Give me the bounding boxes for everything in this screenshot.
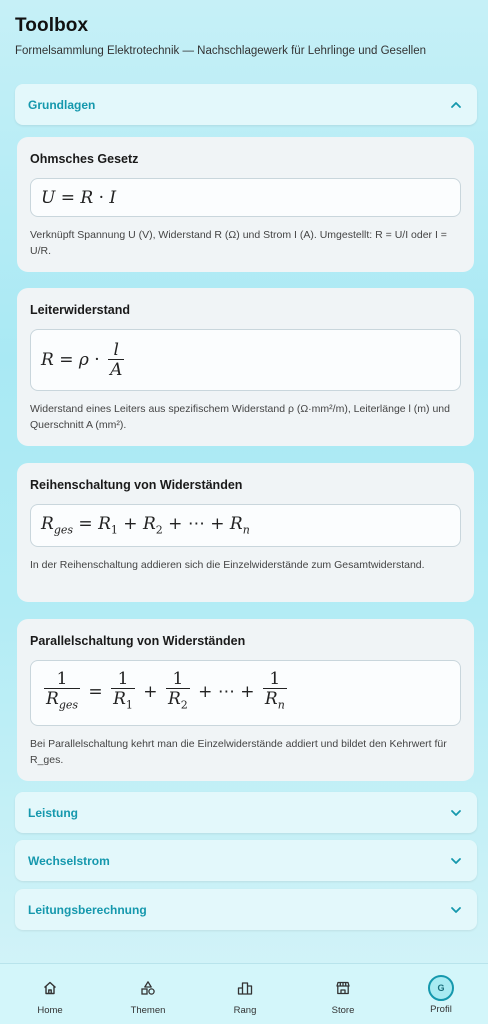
formula-reihenschaltung: $R_{ges} = R_1 + R_2$ + ⋯ + $R_n$ xyxy=(41,514,250,537)
section-grundlagen-header[interactable] xyxy=(15,84,477,125)
card-description: Verknüpft Spannung U (V), Widerstand R (Ω) und Strom I (A). Umgestellt: R = U/I oder I = U/R. xyxy=(30,229,447,257)
avatar: G xyxy=(428,975,454,1001)
home-icon xyxy=(42,980,58,996)
section-label: Leistung xyxy=(28,805,78,820)
formula-leiterwiderstand: R = ρ · $\frac{l}{A}$ xyxy=(41,339,123,380)
section-label: Wechselstrom xyxy=(28,853,110,868)
page-title: Toolbox xyxy=(15,15,89,36)
formula-card-reihenschaltung xyxy=(17,463,474,602)
formula-box xyxy=(30,329,461,391)
formula-ohm: U = R · I xyxy=(41,187,117,208)
section-leitungsberechnung-header[interactable] xyxy=(15,889,477,930)
card-description: Widerstand eines Leiters aus spezifischem Widerstand ρ (Ω·mm²/m), Leiterlänge l (m) und Querschnitt A (mm²). xyxy=(30,403,450,431)
nav-label: Themen xyxy=(130,1005,166,1016)
card-title: Reihenschaltung von Widerständen xyxy=(30,478,243,492)
nav-label: Rang xyxy=(233,1005,257,1016)
formula-card-leiterwiderstand xyxy=(17,288,474,446)
formula-box xyxy=(30,504,461,547)
nav-label: Home xyxy=(37,1005,63,1016)
nav-item-store[interactable] xyxy=(303,964,383,1016)
formula-box xyxy=(30,660,461,726)
nav-item-themen[interactable] xyxy=(108,964,188,1016)
chevron-down-icon xyxy=(450,904,462,916)
card-title: Parallelschaltung von Widerständen xyxy=(30,634,246,648)
ranking-icon xyxy=(237,980,253,996)
bottom-nav xyxy=(0,963,488,1024)
nav-item-profil[interactable] xyxy=(401,964,481,1015)
nav-item-rang[interactable] xyxy=(205,964,285,1016)
section-leistung-header[interactable] xyxy=(15,792,477,833)
formula-card-ohm xyxy=(17,137,474,272)
formula-parallelschaltung: $\frac{1}{R_{ges}}$ = $\frac{1}{R_1}$ + $\frac{1}{R_2}$ + ⋯ + $\frac{1}{R_n}$ xyxy=(41,670,290,715)
chevron-up-icon xyxy=(450,99,462,111)
chevron-down-icon xyxy=(450,807,462,819)
section-wechselstrom-header[interactable] xyxy=(15,840,477,881)
nav-item-home[interactable] xyxy=(10,964,90,1016)
store-icon xyxy=(335,980,351,996)
section-label: Leitungsberechnung xyxy=(28,902,147,917)
nav-label: Profil xyxy=(430,1004,452,1015)
formula-box xyxy=(30,178,461,217)
section-label: Grundlagen xyxy=(28,97,96,112)
formula-card-parallelschaltung xyxy=(17,619,474,781)
card-description: Bei Parallelschaltung kehrt man die Einzelwiderstände addiert und bildet den Kehrwert für R_ges. xyxy=(30,738,447,766)
chevron-down-icon xyxy=(450,855,462,867)
card-title: Ohmsches Gesetz xyxy=(30,152,139,166)
card-title: Leiterwiderstand xyxy=(30,303,131,317)
nav-label: Store xyxy=(331,1005,355,1016)
card-description: In der Reihenschaltung addieren sich die Einzelwiderstände zum Gesamtwiderstand. xyxy=(30,559,425,571)
page-subtitle: Formelsammlung Elektrotechnik — Nachschlagewerk für Lehrlinge und Gesellen xyxy=(15,45,426,57)
page-header xyxy=(15,15,426,57)
shapes-icon xyxy=(140,980,156,996)
